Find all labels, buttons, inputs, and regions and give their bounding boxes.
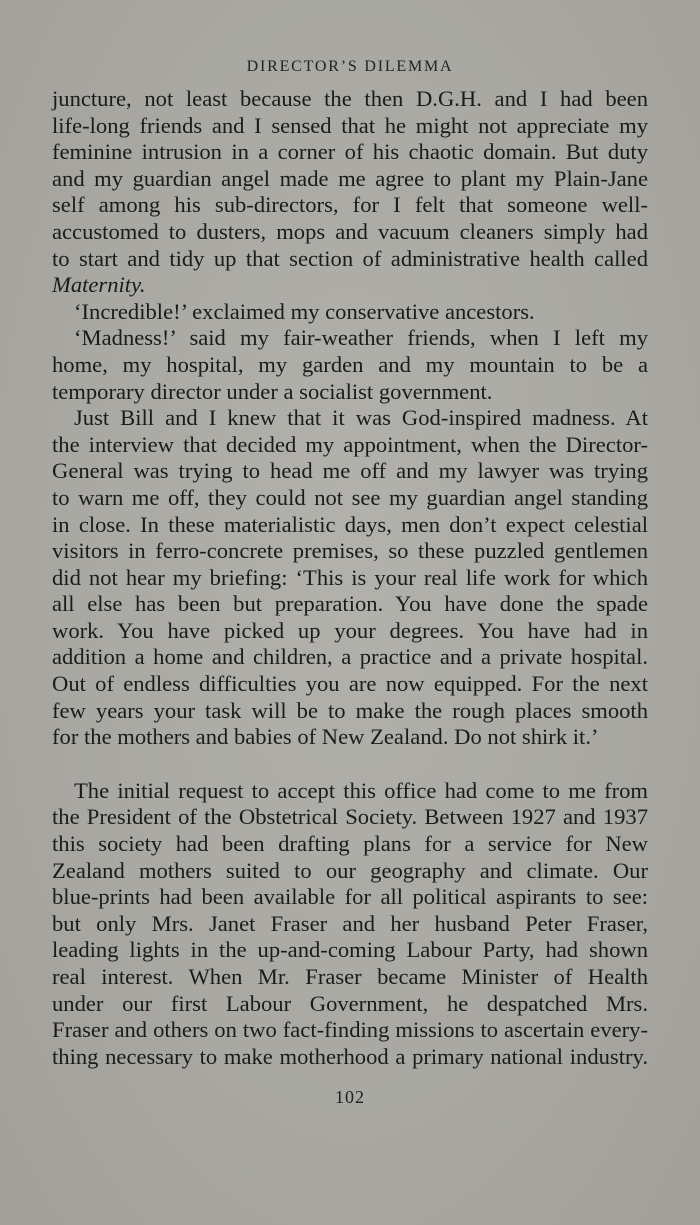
page-number: 102: [335, 1087, 365, 1107]
body-text: [52, 86, 648, 1070]
text-line: self among his sub-directors, for I felt that someone well-: [52, 192, 648, 218]
text-line: home, my hospital, my garden and my mountain to be a: [52, 351, 648, 377]
text-line: all else has been but preparation. You have done the spade: [52, 591, 648, 617]
paragraph: [52, 405, 648, 751]
text-line: Out of endless difficulties you are now equipped. For the next: [52, 671, 648, 697]
text-line: ‘Madness!’ said my fair-weather friends, when I left my: [74, 325, 648, 351]
text-line: did not hear my briefing: ‘This is your real life work for which: [52, 564, 648, 590]
text-line: visitors in ferro-concrete premises, so these puzzled gentlemen: [52, 538, 648, 564]
text-line: to start and tidy up that section of administrative health called: [52, 245, 648, 271]
text-line: this society had been drafting plans for a service for New: [52, 831, 648, 857]
text-line: under our first Labour Government, he despatched Mrs.: [52, 990, 648, 1016]
text-line: and my guardian angel made me agree to plant my Plain-Jane: [52, 165, 648, 191]
text-line: in close. In these materialistic days, men don’t expect celestial: [52, 511, 648, 537]
text-line: ‘Incredible!’ exclaimed my conservative ancestors.: [74, 298, 535, 324]
paragraph: [52, 86, 648, 299]
section-break: [52, 751, 648, 778]
text-line: General was trying to head me off and my lawyer was trying: [52, 458, 648, 484]
text-line: addition a home and children, a practice and a private hospital.: [52, 644, 648, 670]
paragraph: [52, 299, 648, 326]
text-line: juncture, not least because the then D.G.H. and I had been: [52, 86, 648, 111]
text-line: to warn me off, they could not see my guardian angel standing: [52, 484, 648, 510]
text-line: accustomed to dusters, mops and vacuum cleaners simply had: [52, 218, 648, 244]
text-line: Fraser and others on two fact-finding missions to ascertain every-: [52, 1017, 648, 1043]
text-line: blue-prints had been available for all political aspirants to see:: [52, 884, 648, 910]
text-line: for the mothers and babies of New Zealand. Do not shirk it.’: [52, 724, 599, 750]
text-line: the interview that decided my appointment, when the Director-: [52, 431, 648, 457]
paragraph: [52, 778, 648, 1071]
text-line: Maternity.: [52, 272, 146, 298]
running-head: DIRECTOR’S DILEMMA: [246, 58, 454, 75]
paragraph: [52, 325, 648, 405]
text-line: work. You have picked up your degrees. You have had in: [52, 617, 648, 643]
text-line: Zealand mothers suited to our geography and climate. Our: [52, 857, 648, 883]
text-line: temporary director under a socialist government.: [52, 378, 493, 404]
text-line: The initial request to accept this office had come to me from: [74, 777, 648, 803]
text-line: leading lights in the up-and-coming Labour Party, had shown: [52, 937, 648, 963]
text-line: feminine intrusion in a corner of his chaotic domain. But duty: [52, 139, 648, 165]
text-line: Just Bill and I knew that it was God-inspired madness. At: [74, 405, 648, 431]
text-line: real interest. When Mr. Fraser became Minister of Health: [52, 964, 648, 989]
text-line: thing necessary to make motherhood a primary national industry.: [52, 1043, 648, 1069]
text-line: life-long friends and I sensed that he might not appreciate my: [52, 112, 648, 138]
text-line: but only Mrs. Janet Fraser and her husband Peter Fraser,: [52, 910, 648, 936]
text-line: few years your task will be to make the rough places smooth: [52, 697, 648, 723]
text-line: the President of the Obstetrical Society. Between 1927 and 1937: [52, 804, 648, 830]
